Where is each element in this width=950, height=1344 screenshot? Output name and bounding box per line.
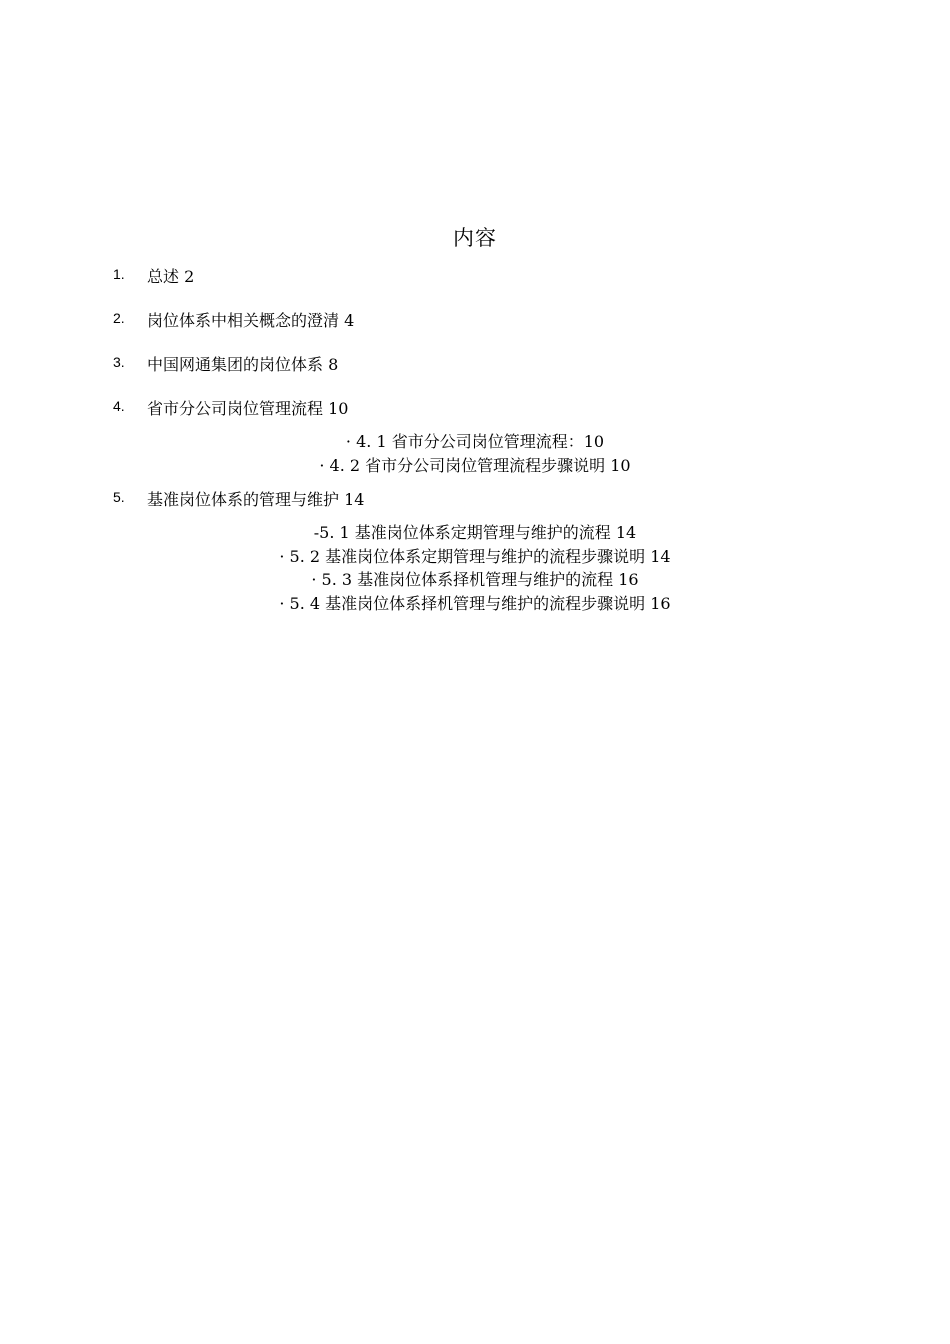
toc-entry-number: 2. xyxy=(113,310,125,326)
toc-subentry-5-1[interactable]: -5. 1 基准岗位体系定期管理与维护的流程 14 xyxy=(313,523,637,542)
toc-title: 内容 xyxy=(453,226,497,250)
toc-subentry-5-3[interactable]: · 5. 3 基准岗位体系择机管理与维护的流程 16 xyxy=(311,570,639,589)
toc-subentry-4-2[interactable]: · 4. 2 省市分公司岗位管理流程步骤说明 10 xyxy=(319,456,631,475)
toc-entry-number: 1. xyxy=(113,266,125,282)
toc-entry-number: 4. xyxy=(113,398,125,414)
toc-subentry-5-4[interactable]: · 5. 4 基准岗位体系择机管理与维护的流程步骤说明 16 xyxy=(279,594,671,613)
toc-entry-text: 岗位体系中相关概念的澄清 4 xyxy=(147,311,355,330)
toc-subentry-4-1[interactable]: · 4. 1 省市分公司岗位管理流程：10 xyxy=(345,432,605,451)
toc-subentry-5-2[interactable]: · 5. 2 基准岗位体系定期管理与维护的流程步骤说明 14 xyxy=(279,547,671,566)
toc-entry-text: 中国网通集团的岗位体系 8 xyxy=(147,355,339,374)
toc-entry-text: 省市分公司岗位管理流程 10 xyxy=(147,399,349,418)
toc-entry-number: 3. xyxy=(113,354,125,370)
toc-entry-text: 基准岗位体系的管理与维护 14 xyxy=(147,490,365,509)
toc-entry-text: 总述 2 xyxy=(147,267,195,286)
toc-entry-number: 5. xyxy=(113,489,125,505)
